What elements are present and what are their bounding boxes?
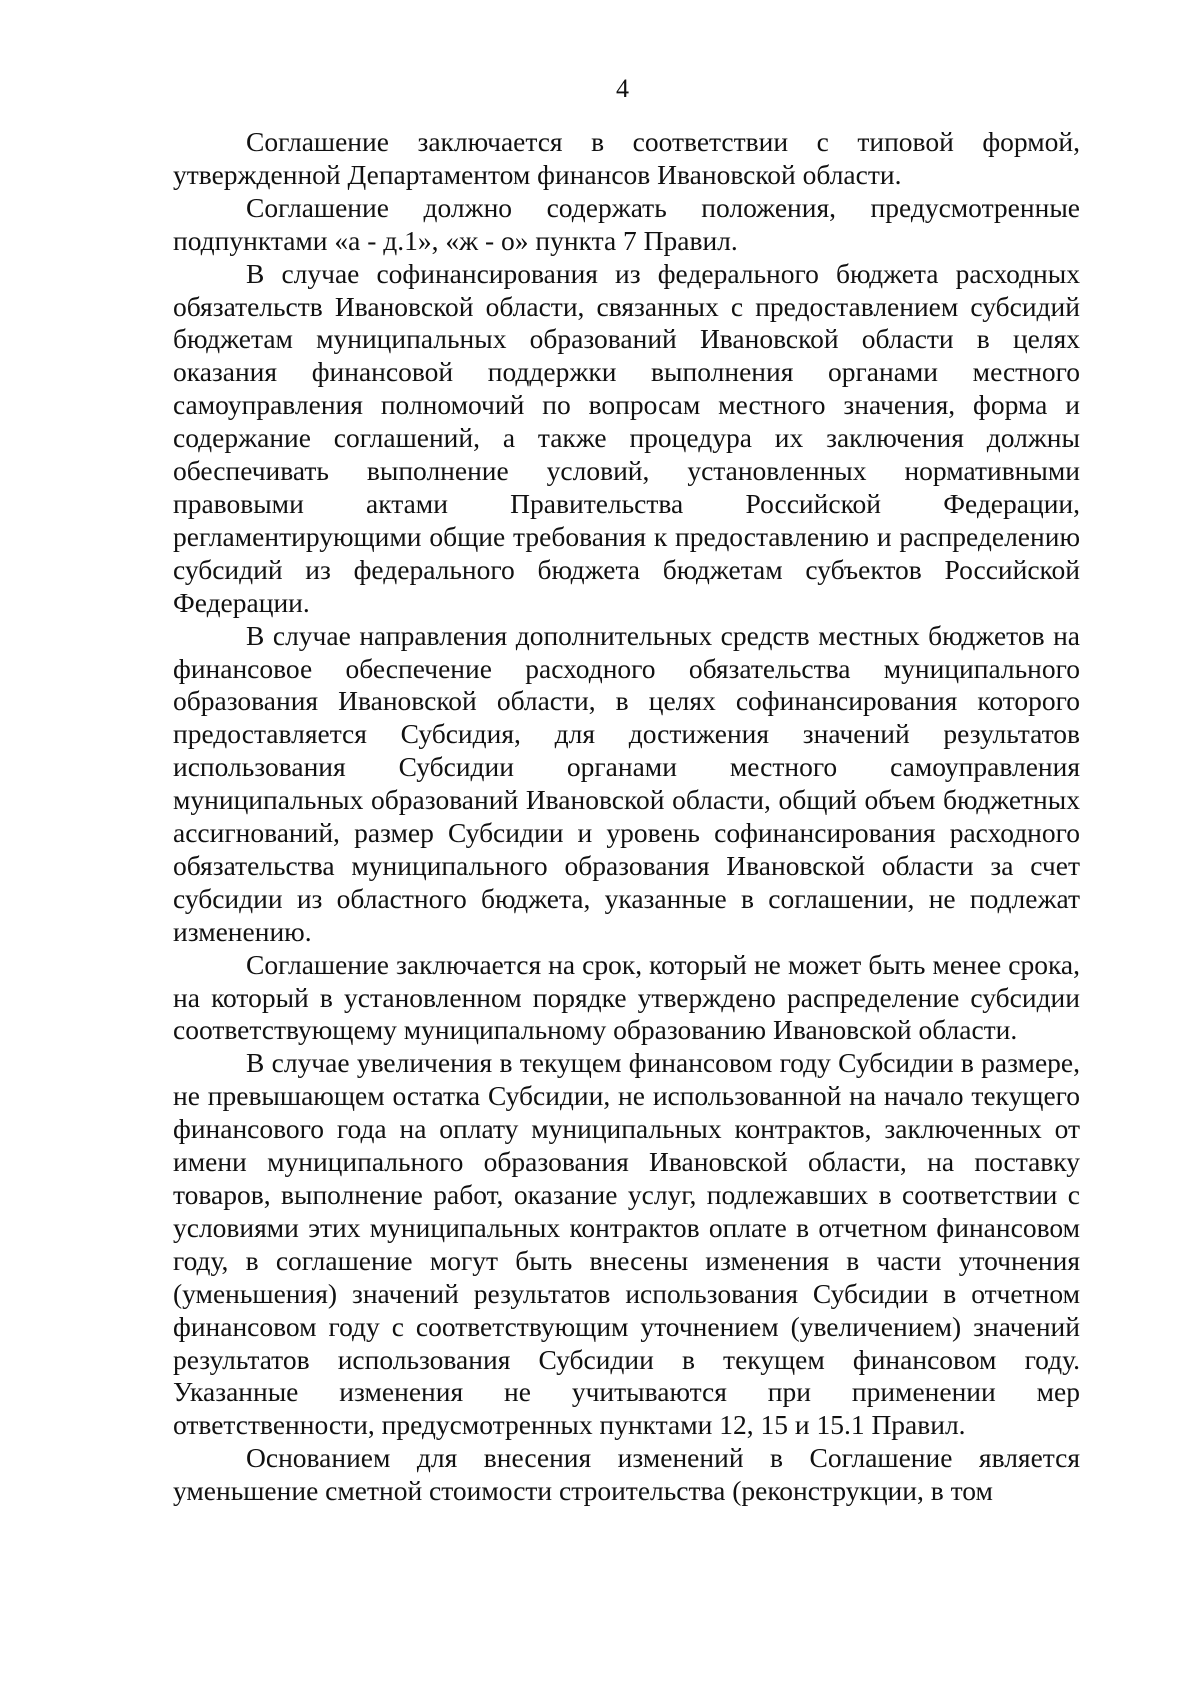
paragraph-agreement-form: Соглашение заключается в соответствии с типовой формой, утвержденной Департаментом финансов Ивановской области.: [173, 126, 1080, 190]
paragraph-agreement-provisions: Соглашение должно содержать положения, предусмотренные подпунктами «а - д.1», «ж - о» пункта 7 Правил.: [173, 191, 1080, 256]
paragraph-federal-cofinancing: В случае софинансирования из федерального бюджета расходных обязательств Ивановской области, связанных с предоставлением субсидий бюджетам муниципальных образований Ивановской области в целях оказания финансовой поддержки выполнения органами местного самоуправления полномочий по вопросам местного значения, форма и содержание соглашений, а также процедура их заключения должны обеспечивать выполнение условий, установленных нормативными правовыми актами Правительства Российской Федерации, регламентирующими общие требования к предоставлению и распределению субсидий из федерального бюджета бюджетам субъектов Российской Федерации.: [173, 257, 1080, 618]
paragraph-agreement-term: Соглашение заключается на срок, который не может быть менее срока, на который в установленном порядке утверждено распределение субсидии соответствующему муниципальному образованию Ивановской области.: [173, 948, 1080, 1046]
document-body: [173, 126, 1080, 1508]
paragraph-grounds-for-changes: Основанием для внесения изменений в Соглашение является уменьшение сметной стоимости строительства (реконструкции, в том: [173, 1442, 1080, 1507]
paragraph-additional-local-funds: В случае направления дополнительных средств местных бюджетов на финансовое обеспечение расходного обязательства муниципального образования Ивановской области, в целях софинансирования которого предоставляется Субсидия, для достижения значений результатов использования Субсидии органами местного самоуправления муниципальных образований Ивановской области, общий объем бюджетных ассигнований, размер Субсидии и уровень софинансирования расходного обязательства муниципального образования Ивановской области за счет субсидии из областного бюджета, указанные в соглашении, не подлежат изменению.: [173, 619, 1080, 947]
paragraph-subsidy-increase: В случае увеличения в текущем финансовом году Субсидии в размере, не превышающем остатка Субсидии, не использованной на начало текущего финансового года на оплату муниципальных контрактов, заключенных от имени муниципального образования Ивановской области, на поставку товаров, выполнение работ, оказание услуг, подлежавших в соответствии с условиями этих муниципальных контрактов оплате в отчетном финансовом году, в соглашение могут быть внесены изменения в части уточнения (уменьшения) значений результатов использования Субсидии в отчетном финансовом году с соответствующим уточнением (увеличением) значений результатов использования Субсидии в текущем финансовом году. Указанные изменения не учитываются при применении мер ответственности, предусмотренных пунктами 12, 15 и 15.1 Правил.: [173, 1047, 1080, 1441]
page-number: 4: [616, 74, 629, 103]
